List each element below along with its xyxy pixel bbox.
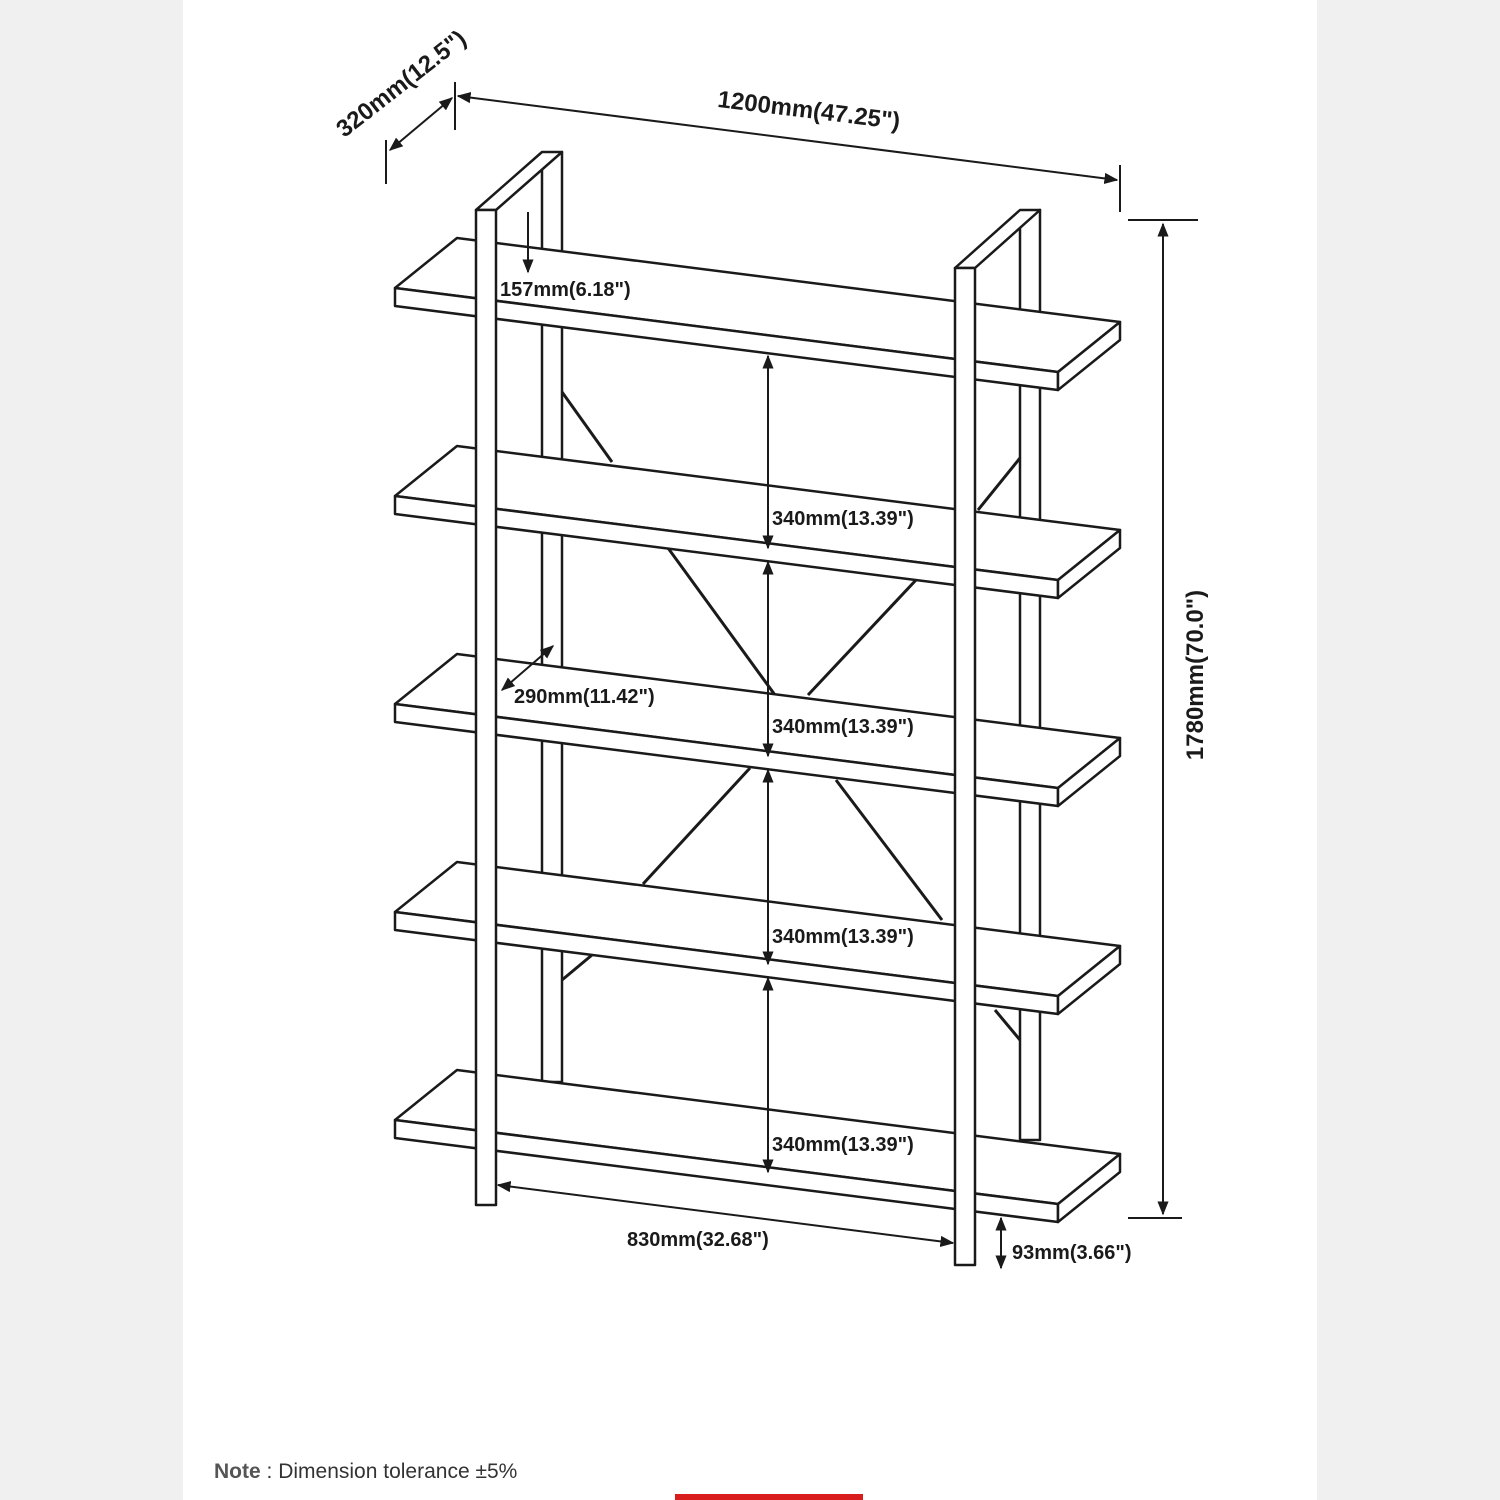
shelf-gap-label-3: 340mm(13.39") xyxy=(772,926,914,948)
width-label: 1200mm(47.25") xyxy=(716,85,902,136)
inner-width-label: 830mm(32.68") xyxy=(627,1229,769,1251)
shelf-5 xyxy=(395,1070,1120,1222)
depth-label: 320mm(12.5") xyxy=(331,25,472,143)
shelf-depth-label: 290mm(11.42") xyxy=(514,686,655,708)
bottom-clearance-label: 93mm(3.66") xyxy=(1012,1242,1132,1264)
note-text: Dimension tolerance ±5% xyxy=(278,1460,518,1483)
shelf-gap-label-4: 340mm(13.39") xyxy=(772,1134,914,1156)
shelf-3 xyxy=(395,654,1120,806)
accent-bar xyxy=(675,1494,863,1500)
bookshelf-frame xyxy=(395,152,1120,1265)
shelf-gap-label-1: 340mm(13.39") xyxy=(772,508,914,530)
shelf-gap-label-2: 340mm(13.39") xyxy=(772,716,914,738)
note-separator: : xyxy=(260,1460,279,1483)
top-offset-label: 157mm(6.18") xyxy=(500,279,631,301)
shelf-4 xyxy=(395,862,1120,1014)
shelf-1 xyxy=(395,238,1120,390)
height-label: 1780mm(70.0") xyxy=(1182,589,1209,761)
note-label: Note xyxy=(214,1460,261,1483)
tolerance-note xyxy=(214,1460,517,1484)
